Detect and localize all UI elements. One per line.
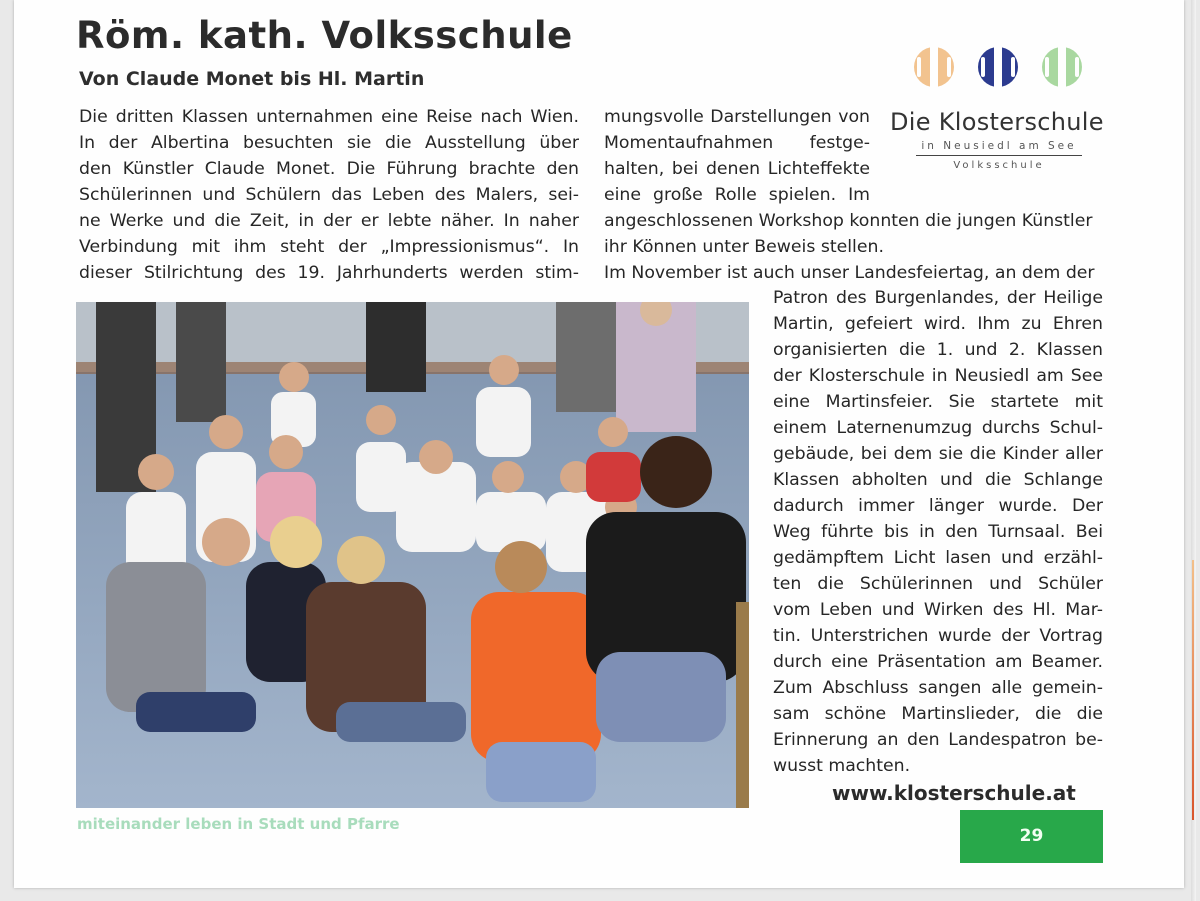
text-line: Zum Abschluss sangen alle gemein- <box>773 678 1103 698</box>
page-title: Röm. kath. Volksschule <box>76 14 573 57</box>
text-line: der Klosterschule in Neusiedl am See <box>773 366 1103 386</box>
text-line: gebäude, bei dem sie die Kinder aller <box>773 444 1103 464</box>
article-column-1 <box>79 104 579 286</box>
text-line: Die dritten Klassen unternahmen eine Reise nach Wien. <box>79 107 579 127</box>
text-line: einem Laternenumzug durchs Schul- <box>773 418 1103 438</box>
text-line: mungsvolle Darstellungen von <box>604 107 870 127</box>
text-line: wusst machten. <box>773 756 911 776</box>
logo-school-type: Volksschule <box>953 160 1045 171</box>
footer-tagline: miteinander leben in Stadt und Pfarre <box>77 815 400 833</box>
text-line: Patron des Burgenlandes, der Heilige <box>773 288 1103 308</box>
article-subtitle: Von Claude Monet bis Hl. Martin <box>79 68 425 90</box>
website-link: www.klosterschule.at <box>832 781 1076 805</box>
text-line: halten, bei denen Lichteffekte <box>604 159 870 179</box>
text-line: den Künstler Claude Monet. Die Führung brachte den <box>79 159 579 179</box>
text-line: Weg führte bis in den Turnsaal. Bei <box>773 522 1103 542</box>
text-line: angeschlossenen Workshop konnten die jungen Künstler <box>604 211 1093 231</box>
group-photo-children-icon <box>76 302 749 808</box>
text-line: eine große Rolle spielen. Im <box>604 185 870 205</box>
page-number-badge: 29 <box>960 810 1103 863</box>
text-line: Momentaufnahmen festge- <box>604 133 870 153</box>
page-edge-color-strip <box>1192 560 1194 820</box>
article-column-2 <box>604 104 1114 286</box>
text-line: gedämpftem Licht lasen und erzähl- <box>773 548 1103 568</box>
text-line: vom Leben und Wirken des Hl. Mar- <box>773 600 1103 620</box>
text-line: Verbindung mit ihm steht der „Impressionismus“. In <box>79 237 579 257</box>
text-line: Schülerinnen und Schülern das Leben des Malers, sei- <box>79 185 579 205</box>
text-line: eine Martinsfeier. Sie startete mit <box>773 392 1103 412</box>
text-line: sam schöne Martinslieder, die die <box>773 704 1103 724</box>
text-line: ten die Schülerinnen und Schüler <box>773 574 1103 594</box>
logo-circle-right <box>1042 44 1082 90</box>
article-photo <box>76 302 749 808</box>
text-line: ne Werke und die Zeit, in der er lebte näher. In naher <box>79 211 579 231</box>
text-line: organisierten die 1. und 2. Klassen <box>773 340 1103 360</box>
logo-school-name: Die Klosterschule <box>890 108 1104 136</box>
text-line: ihr Können unter Beweis stellen. <box>604 237 884 257</box>
text-line: durch eine Präsentation am Beamer. <box>773 652 1103 672</box>
text-line: Klassen abholten und die Schlange <box>773 470 1103 490</box>
text-line: dieser Stilrichtung des 19. Jahrhunderts werden stim- <box>79 263 579 283</box>
logo-location: in Neusiedl am See <box>916 140 1082 156</box>
text-line: dadurch immer länger wurde. Der <box>773 496 1103 516</box>
text-line: Martin, gefeiert wird. Ihm zu Ehren <box>773 314 1103 334</box>
text-line: Erinnerung an den Landespatron be- <box>773 730 1103 750</box>
text-line: In der Albertina besuchten sie die Ausstellung über <box>79 133 579 153</box>
text-line: tin. Unterstrichen wurde der Vortrag <box>773 626 1103 646</box>
logo-circle-middle <box>978 44 1018 90</box>
text-line: Im November ist auch unser Landesfeiertag, an dem der <box>604 263 1095 283</box>
article-column-3 <box>773 285 1103 779</box>
logo-circle-left <box>914 44 954 90</box>
